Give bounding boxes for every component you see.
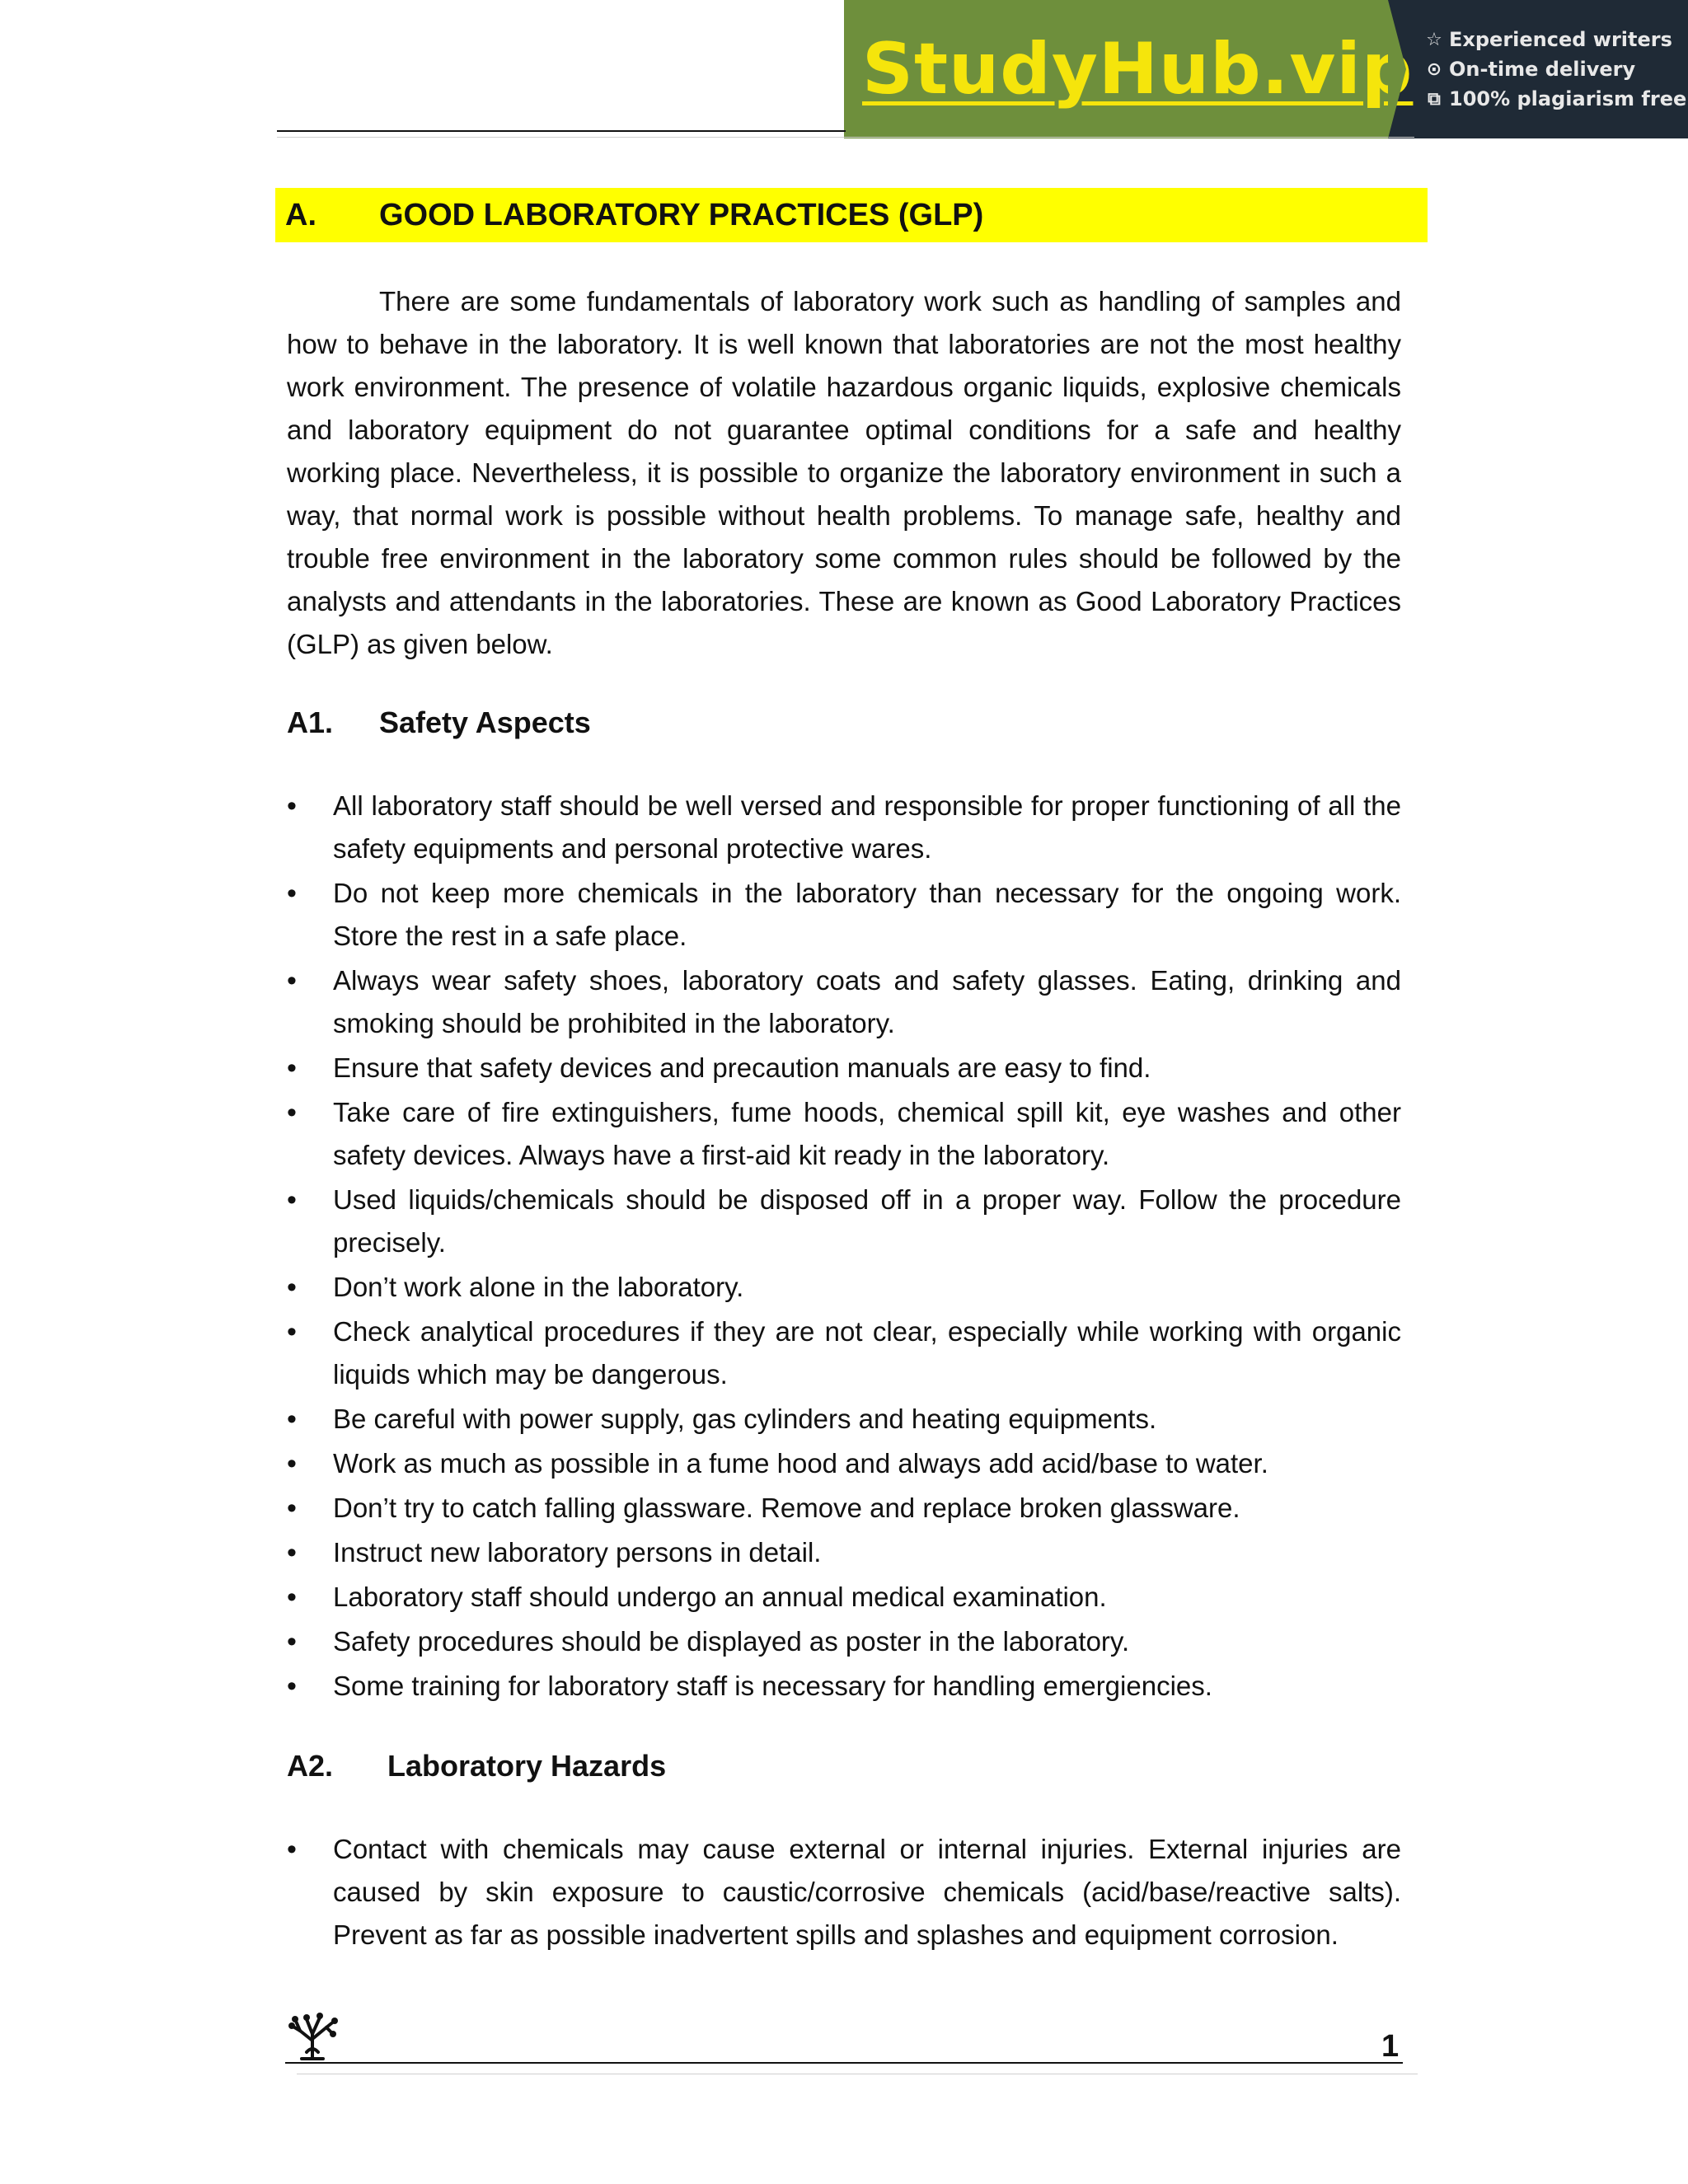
list-item: • Used liquids/chemicals should be disposed off in a proper way. Follow the procedure precisely. [287,1179,1401,1264]
laboratory-hazards-list [287,1828,1401,1958]
section-title: Safety Aspects [379,705,591,739]
list-item: • Always wear safety shoes, laboratory coats and safety glasses. Eating, drinking and smoking should be prohibited in the laboratory. [287,959,1401,1045]
list-item: • Take care of fire extinguishers, fume hoods, chemical spill kit, eye washes and other safety devices. Always have a first-aid kit ready in the laboratory. [287,1091,1401,1177]
header-divider-shadow [277,137,1414,138]
list-item: • Laboratory staff should undergo an annual medical examination. [287,1576,1401,1619]
perk-label: Experienced writers [1449,28,1672,51]
tree-logo-icon [285,2009,340,2060]
footer-divider [285,2062,1403,2064]
header-divider [277,130,846,132]
list-item: • Contact with chemicals may cause external or internal injuries. External injuries are caused by skin exposure to caustic/corrosive chemicals (acid/base/reactive salts). Prevent as far as possible inadvertent spills and splashes and equipment corrosion. [287,1828,1401,1957]
perk-label: 100% plagiarism free [1449,87,1687,110]
section-heading-safety-aspects [287,705,591,740]
perk-experienced-writers [1424,28,1688,51]
list-item: • Don’t try to catch falling glassware. Remove and replace broken glassware. [287,1487,1401,1530]
clock-icon: ⊙ [1426,59,1442,80]
list-item: • Work as much as possible in a fume hood and always add acid/base to water. [287,1442,1401,1485]
list-item: • Instruct new laboratory persons in detail. [287,1531,1401,1574]
banner-brand[interactable] [844,0,1414,138]
list-item: • Be careful with power supply, gas cylinders and heating equipments. [287,1398,1401,1441]
document-title [275,188,1428,242]
page-number: 1 [1381,2029,1400,2064]
perk-plagiarism-free [1424,87,1688,110]
brand-logo-text[interactable]: StudyHub.vip [862,28,1414,110]
title-number: A. [285,197,316,232]
intro-paragraph: There are some fundamentals of laboratory work such as handling of samples and how to behave in the laboratory. It is well known that laboratories are not the most healthy work environment. The presence of volatile hazardous organic liquids, explosive chemicals and laboratory equipment do not guarantee optimal conditions for a safe and healthy working place. Nevertheless, it is possible to organize the laboratory environment in such a way, that normal work is possible without health problems. To manage safe, healthy and trouble free environment in the laboratory some common rules should be followed by the analysts and attendants in the laboratories. These are known as Good Laboratory Practices (GLP) as given below. [287,286,1401,659]
list-item: • All laboratory staff should be well versed and responsible for proper functioning of all the safety equipments and personal protective wares. [287,785,1401,870]
list-item: • Do not keep more chemicals in the laboratory than necessary for the ongoing work. Store the rest in a safe place. [287,872,1401,958]
section-number: A2. [287,1749,334,1783]
list-item: • Don’t work alone in the laboratory. [287,1266,1401,1309]
title-text: GOOD LABORATORY PRACTICES (GLP) [379,197,984,232]
list-item: • Some training for laboratory staff is necessary for handling emergiencies. [287,1665,1401,1708]
section-title: Laboratory Hazards [387,1749,667,1783]
safety-aspects-list [287,785,1401,1709]
list-item: • Safety procedures should be displayed as poster in the laboratory. [287,1620,1401,1663]
star-icon: ☆ [1426,29,1442,50]
section-heading-laboratory-hazards [287,1749,666,1783]
perk-on-time-delivery [1424,58,1688,81]
list-item: • Ensure that safety devices and precaution manuals are easy to find. [287,1047,1401,1090]
studyhub-banner[interactable] [844,0,1688,138]
copy-icon: ⧉ [1428,88,1441,110]
perk-label: On-time delivery [1449,58,1636,81]
list-item: • Check analytical procedures if they are not clear, especially while working with organic liquids which may be dangerous. [287,1310,1401,1396]
banner-perks [1388,0,1688,138]
section-number: A1. [287,705,334,739]
